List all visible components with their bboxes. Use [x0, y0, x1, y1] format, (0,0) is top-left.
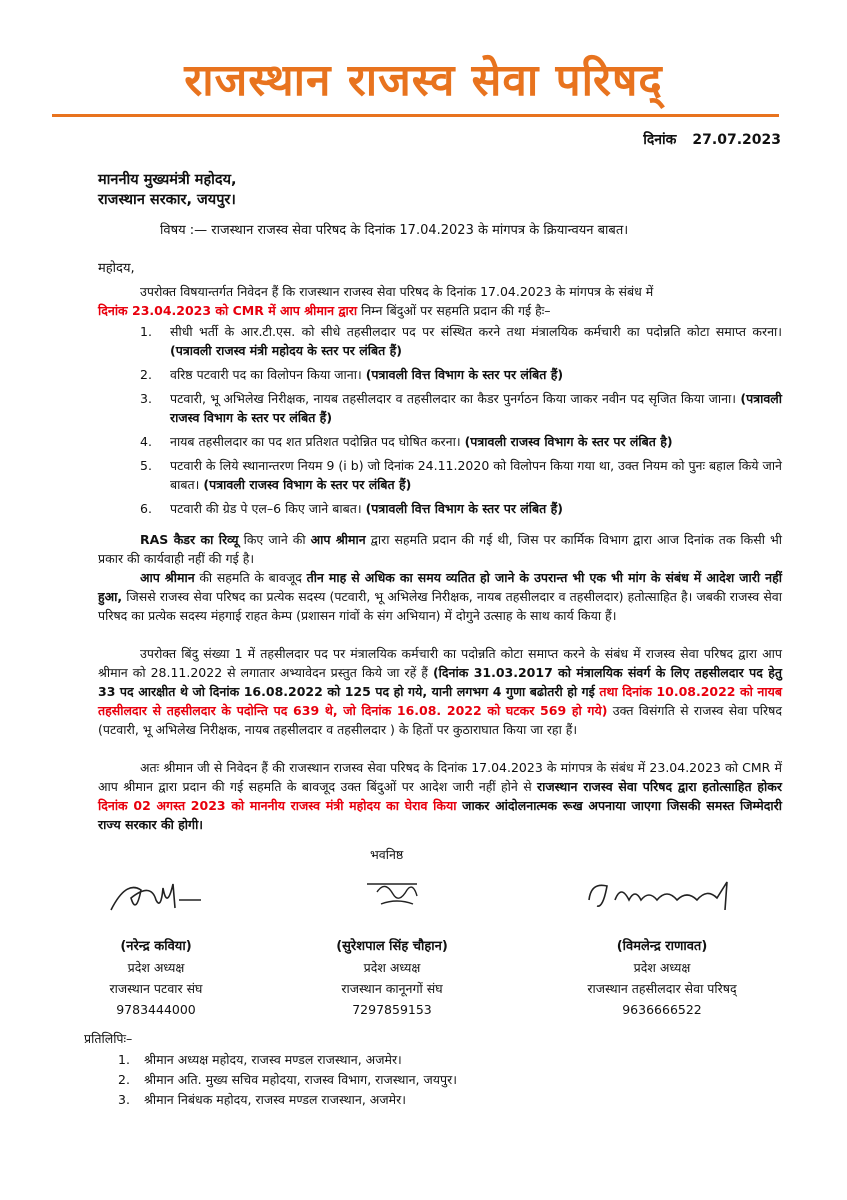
addressee-line-2: राजस्थान सरकार, जयपुर।: [98, 192, 236, 208]
list-item: 4. नायब तहसीलदार का पद शत प्रतिशत पदोन्नित पद घोषित करना। (पत्रावली राजस्व विभाग के स्तर पर लंबित है): [140, 434, 673, 449]
signatory-org: राजस्थान कानूनगों संघ: [341, 981, 443, 996]
letterhead-rule: [52, 114, 779, 117]
signatory-2: [272, 870, 512, 1020]
item-status: (पत्रावली वित्त विभाग के स्तर पर लंबित हैं): [365, 367, 564, 382]
signatory-3: [542, 870, 782, 1020]
signatory-name: (सुरेशपाल सिंह चौहान): [336, 939, 448, 954]
intro-red-text: दिनांक 23.04.2023 को CMR में आप श्रीमान द्वारा: [98, 303, 358, 318]
signature-3-icon: [577, 870, 747, 922]
intro-paragraph: [98, 282, 782, 320]
signatory-phone: 9636666522: [622, 1002, 702, 1017]
date-line: [643, 130, 781, 149]
item-status: (पत्रावली राजस्व विभाग के स्तर पर लंबित हैं): [203, 477, 412, 492]
intro-text-1: उपरोक्त विषयान्तर्गत निवेदन हैं कि राजस्थान राजस्व सेवा परिषद के दिनांक 17.04.2023 के मांगपत्र के संबंध में: [140, 284, 654, 299]
letterhead-title: राजस्थान राजस्व सेवा परिषद्: [184, 55, 663, 106]
item-status: (पत्रावली राजस्व विभाग के स्तर पर लंबित है): [464, 434, 673, 449]
signatory-org: राजस्थान पटवार संघ: [109, 981, 203, 996]
signatory-name: (विमलेन्द्र राणावत): [616, 939, 708, 954]
copies-label: प्रतिलिपिः–: [84, 1031, 133, 1046]
quota-paragraph: उपरोक्त बिंदु संख्या 1 में तहसीलदार पद पर मंत्रालयिक कर्मचारी का पदोन्नति कोटा समाप्त करने के संबंध में राजस्व सेवा परिषद द्वारा आप श्रीमान को 28.11.2022 से लगातार अभ्यावेदन प्रस्तुत किये जा रहें हैं (दिनांक 31.03.2017 को मंत्रालयिक संवर्ग के लिए तहसीलदार पद हेतु 33 पद आरक्षीत थे जो दिनांक 16.08.2022 को 125 पद हो गये, यानी लगभग 4 गुणा बढोतरी हो गई तथा दिनांक 10.08.2022 को नायब तहसीलदार से तहसीलदार के पदोन्ति पद 639 थे, जो दिनांक 16.08. 2022 को घटकर 569 हो गये) उक्त विसंगति से राजस्व सेवा परिषद (पटवारी, भू अभिलेख निरीक्षक, नायब तहसीलदार व तहसीलदार ) के हितों पर कुठाराघात किया जा रहा हैं।: [98, 646, 782, 737]
item-status: (पत्रावली राजस्व विभाग के स्तर पर लंबित हैं): [170, 391, 782, 425]
list-item: 2. श्रीमान अति. मुख्य सचिव महोदया, राजस्व विभाग, राजस्थान, जयपुर।: [118, 1072, 457, 1087]
ras-review-paragraph: RAS कैडर का रिव्यू किए जाने की आप श्रीमान द्वारा सहमति प्रदान की गई थी, जिस पर कार्मिक विभाग द्वारा आज दिनांक तक किसी भी प्रकार की कार्यवाही नहीं की गई है।: [98, 532, 782, 566]
final-request-paragraph: अतः श्रीमान जी से निवेदन हैं की राजस्थान राजस्व सेवा परिषद के दिनांक 17.04.2023 के मांगपत्र के संबंध में 23.04.2023 को CMR में आप श्रीमान द्वारा प्रदान की गई सहमति के बावजूद उक्त बिंदुओं पर आदेश जारी नहीं होने से राजस्थान राजस्व सेवा परिषद द्वारा हतोत्साहित होकर दिनांक 02 अगस्त 2023 को माननीय राजस्व मंत्री महोदय का घेराव किया जाकर आंदोलनात्मक रूख अपनाया जाएगा जिसकी समस्त जिम्मेदारी राज्य सरकार की होगी।: [98, 760, 782, 832]
item-status: (पत्रावली राजस्व मंत्री महोदय के स्तर पर लंबित हैं): [170, 343, 402, 358]
date-label: दिनांक: [643, 132, 677, 148]
copies-list: [118, 1050, 457, 1110]
signatory-designation: प्रदेश अध्यक्ष: [633, 960, 691, 975]
intro-text-2: निम्न बिंदुओं पर सहमति प्रदान की गई हैः–: [357, 303, 551, 318]
addressee: [98, 170, 237, 210]
salutation: महोदय,: [98, 261, 135, 276]
agreed-points-list: [140, 322, 782, 523]
delay-paragraph: आप श्रीमान की सहमति के बावजूद तीन माह से अधिक का समय व्यतित हो जाने के उपरान्त भी एक भी मांग के संबंध में आदेश जारी नहीं हुआ, जिससे राजस्व सेवा परिषद का प्रत्येक सदस्य (पटवारी, भू अभिलेख निरीक्षक, नायब तहसीलदार व तहसीलदार) हतोत्साहित है। जबकी राजस्व सेवा परिषद का प्रत्येक सदस्य मंहगाई राहत केम्प (प्रशासन गांवों के संग अभियान) में दोगुने उत्साह के साथ कार्य किया हैं।: [98, 570, 782, 623]
signatory-1: [36, 870, 276, 1020]
subject-line: विषय :— राजस्थान राजस्व सेवा परिषद के दिनांक 17.04.2023 के मांगपत्र के क्रियान्वयन बाबत।: [160, 223, 629, 238]
date-value: 27.07.2023: [692, 132, 781, 148]
signatory-designation: प्रदेश अध्यक्ष: [127, 960, 185, 975]
signatory-phone: 9783444000: [116, 1002, 196, 1017]
signature-1-icon: [101, 870, 211, 922]
list-item: 5. पटवारी के लिये स्थानान्तरण नियम 9 (i b) जो दिनांक 24.11.2020 को विलोपन किया गया था, उक्त नियम को पुनः बहाल किये जाने बाबत। (पत्रावली राजस्व विभाग के स्तर पर लंबित हैं): [140, 458, 782, 492]
signature-2-icon: [337, 870, 447, 922]
signatory-org: राजस्थान तहसीलदार सेवा परिषद्: [587, 981, 737, 996]
signatory-name: (नरेन्द्र कविया): [120, 939, 192, 954]
item-status: (पत्रावली वित्त विभाग के स्तर पर लंबित हैं): [365, 501, 563, 516]
list-item: 2. वरिष्ठ पटवारी पद का विलोपन किया जाना। (पत्रावली वित्त विभाग के स्तर पर लंबित हैं): [140, 367, 564, 382]
list-item: 1. सीधी भर्ती के आर.टी.एस. को सीधे तहसीलदार पद पर संस्थित करने तथा मंत्रालयिक कर्मचारी का पदोन्नति कोटा समाप्त करना। (पत्रावली राजस्व मंत्री महोदय के स्तर पर लंबित हैं): [140, 324, 782, 358]
addressee-line-1: माननीय मुख्यमंत्री महोदय,: [98, 172, 237, 188]
signatory-phone: 7297859153: [352, 1002, 432, 1017]
signatory-designation: प्रदेश अध्यक्ष: [363, 960, 421, 975]
list-item: 1. श्रीमान अध्यक्ष महोदय, राजस्व मण्डल राजस्थान, अजमेर।: [118, 1052, 402, 1067]
list-item: 3. पटवारी, भू अभिलेख निरीक्षक, नायब तहसीलदार व तहसीलदार का कैडर पुनर्गठन किया जाकर नवीन पद सृजित किया जाना। (पत्रावली राजस्व विभाग के स्तर पर लंबित हैं): [140, 391, 782, 425]
list-item: 6. पटवारी की ग्रेड पे एल–6 किए जाने बाबत। (पत्रावली वित्त विभाग के स्तर पर लंबित हैं): [140, 501, 563, 516]
closing-text: भवनिष्ठ: [370, 847, 404, 862]
list-item: 3. श्रीमान निबंधक महोदय, राजस्व मण्डल राजस्थान, अजमेर।: [118, 1092, 406, 1107]
